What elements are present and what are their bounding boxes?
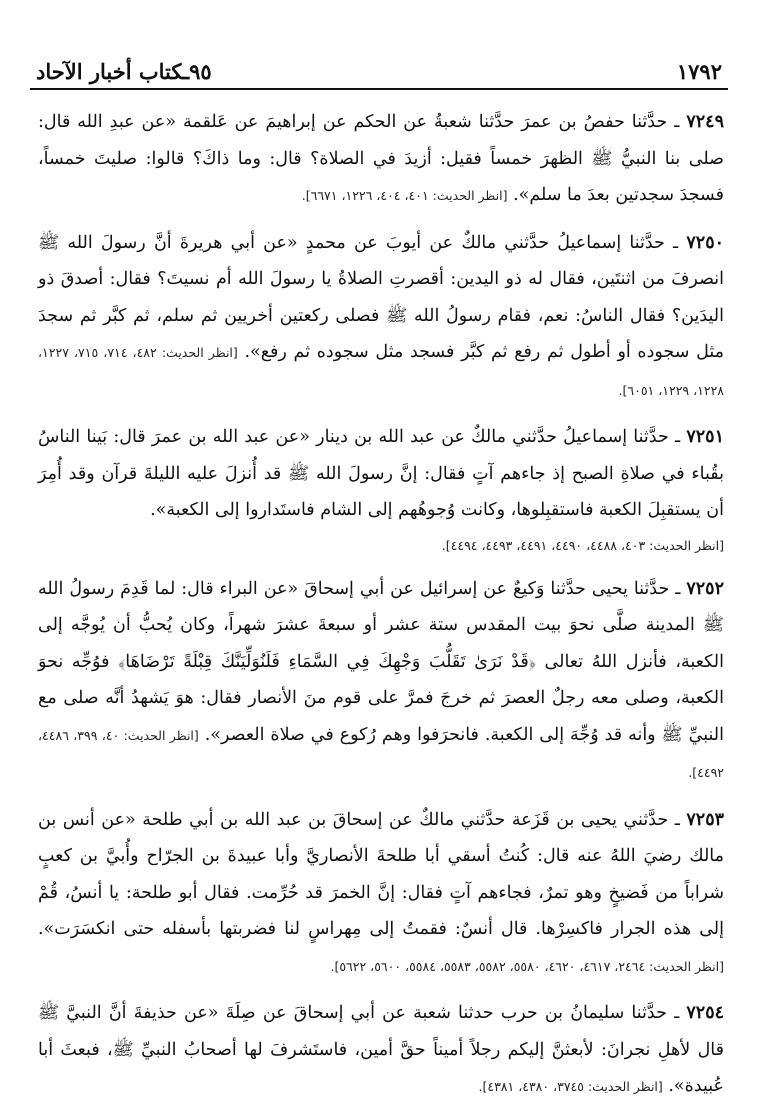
hadith-text: ـ حدَّثني يحيى بن قَزَعة حدَّثني مالكٌ عن إسحاقَ بن عبد الله بن أبي طلحة «عن أنس بن مالك رضيَ اللهُ عنه قال: كُنتُ أسقي أبا طلحةَ الأنصاريَّ وأبا عبيدةَ بن الجرّاح وأُبيَّ بن كعبٍ شراباً من فَضيخٍ وهو تمرٌ، فجاءهم آتٍ فقال: إنَّ الخمرَ قد حُرِّمت. فقال أبو طلحة: يا أنسُ، قُمْ إلى هذه الجرار فاكسِرْها. قال أنسٌ: فقمتُ إلى مِهراسٍ لنا فضربتها بأسفله حتى انكسَرَت». (38, 809, 725, 939)
hadith-number: ٧٢٥٤ (686, 1003, 724, 1023)
hadith-number: ٧٢٥١ (686, 427, 724, 447)
hadith-reference: [انظر الحديث: ٣٧٤٥، ٤٣٨٠، ٤٣٨١]. (478, 1079, 663, 1094)
hadith-7251 (38, 419, 724, 561)
hadith-7253 (38, 802, 724, 986)
hadith-reference: [انظر الحديث: ٤٠، ٣٩٩، ٤٤٨٦، ٤٤٩٢]. (38, 727, 724, 780)
hadith-7249 (38, 104, 724, 215)
chapter-title: ٩٥ـكتاب أخبار الآحاد (36, 59, 212, 84)
hadith-number: ٧٢٤٩ (686, 112, 724, 132)
hadith-text: ـ حدَّثنا يحيى حدَّثنا وَكيعٌ عن إسرائيل عن أبي إسحاقَ «عن البراء قال: لما قَدِمَ رسولُ الله ﷺ المدينة صلَّى نحوَ بيت المقدس ستة عشر أو سبعةَ عشرَ شهراً، وكان يُحبُّ أن يُوجَّه إلى الكعبة، فأنزل اللهُ تعالى ﴿قَدْ نَرَىٰ تَقَلُّبَ وَجْهِكَ فِي السَّمَاءِ فَلَنُوَلِّيَنَّكَ قِبْلَةً تَرْضَاهَا﴾ فوُجِّه نحوَ الكعبة، وصلى معه رجلٌ العصرَ ثم خرجَ فمرَّ على قوم منَ الأنصار فقال: هوَ يَشهدُ أنَّه صلى مع النبيِّ ﷺ وأنه قد وُجِّهَ إلى الكعبة. فانحرَفوا وهم رُكوع في صلاة العصر». (38, 578, 724, 745)
hadith-number: ٧٢٥٠ (686, 232, 724, 253)
hadith-number: ٧٢٥٣ (686, 809, 724, 830)
hadith-reference: [انظر الحديث: ٤٨٢، ٧١٤، ٧١٥، ١٢٢٧، ١٢٢٨، ١٢٢٩، ٦٠٥١]. (38, 345, 724, 398)
page-header (30, 52, 728, 90)
hadith-7254 (38, 995, 724, 1106)
hadith-reference: [انظر الحديث: ٤٠١، ٤٠٤، ١٢٢٦، ٦٦٧١]. (301, 188, 508, 203)
hadith-text: ـ حدَّثنا إسماعيلُ حدَّثني مالكٌ عن أيوبَ عن محمدٍ «عن أبي هريرةَ أنَّ رسولَ الله ﷺ انصرفَ من اثنتَين، فقال له ذو اليدين: أقصرتِ الصلاةُ يا رسولَ الله أم نسيتَ؟ فقال: أصدقَ ذو اليدَين؟ فقال الناسُ: نعم، فقام رسولُ الله ﷺ فصلى ركعتين أخريين ثم سلم، ثم كبَّر ثم سجدَ مثل سجوده أو أطول ثم رفع ثم كبَّر فسجد مثل سجوده ثم رفع». (38, 232, 724, 362)
hadith-7252 (38, 571, 724, 792)
hadith-text: ـ حدَّثنا سليمانُ بن حرب حدثنا شعبة عن أبي إسحاقَ عن صِلَةَ «عن حذيفةَ أنَّ النبيَّ ﷺ قال لأهلِ نجرانَ: لأبعثنَّ إليكم رجلاً أميناً حقَّ أمين، فاستَشرفَ لها أصحابُ النبيِّ ﷺ، فبعثَ أبا عُبيدة». (38, 1003, 724, 1096)
hadith-reference: [انظر الحديث: ٢٤٦٤، ٤٦١٧، ٤٦٢٠، ٥٥٨٠، ٥٥٨٢، ٥٥٨٣، ٥٥٨٤، ٥٦٠٠، ٥٦٢٢]. (330, 958, 724, 974)
page-body (38, 104, 724, 1116)
hadith-text: ـ حدَّثنا إسماعيلُ حدَّثني مالكٌ عن عبد الله بن دينار «عن عبد الله بن عمرَ قال: بَينا الناسُ بقُباء في صلاةِ الصبح إذ جاءهم آتٍ فقال: إنَّ رسولَ الله ﷺ قد أُنزلَ عليه الليلةَ قرآن وقد أُمِرَ أن يستقبِلَ الكعبة فاستقبِلوها، وكانت وُجوهُهم إلى الشام فاستَداروا إلى الكعبة». (38, 427, 724, 520)
hadith-text: ـ حدَّثنا حفصُ بن عمرَ حدَّثنا شعبةُ عن الحكم عن إبراهيمَ عن عَلقمة «عن عبدِ الله قال: صلى بنا النبيُّ ﷺ الظهرَ خمساً فقيل: أزيدَ في الصلاة؟ قال: وما ذاكَ؟ قالوا: صليتَ خمساً، فسجدَ سجدتين بعدَ ما سلم». (38, 112, 724, 205)
page-number: ١٧٩٢ (676, 59, 722, 84)
hadith-7250 (38, 225, 724, 410)
hadith-reference: [انظر الحديث: ٤٠٣، ٤٤٨٨، ٤٤٩٠، ٤٤٩١، ٤٤٩٣، ٤٤٩٤]. (441, 537, 724, 553)
hadith-number: ٧٢٥٢ (686, 578, 724, 599)
